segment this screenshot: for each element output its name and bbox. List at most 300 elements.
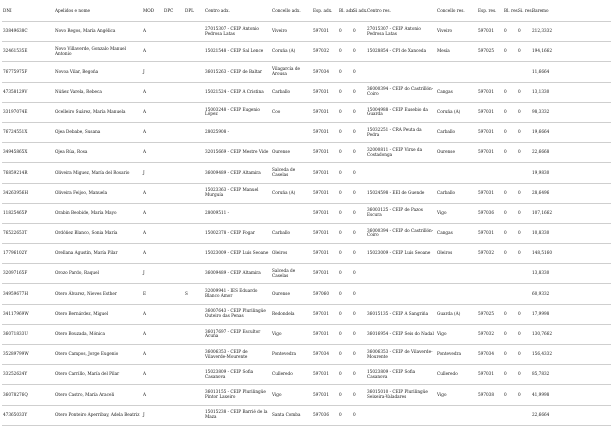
cell-bl-res: 0 [504, 149, 507, 155]
cell-bl-adx: 0 [339, 270, 342, 276]
cell-si-res: 0 [518, 209, 521, 215]
cell-dni: 34945865X [3, 149, 28, 155]
cell-concello-res [436, 264, 477, 284]
cell-name: Otero Campos, Jorge Eugenio [55, 351, 119, 357]
cell-name: Otero Bouzada, Mónica [55, 331, 105, 336]
cell-dni: 76859214R [3, 169, 28, 175]
cell-concello-adx: Coo [272, 108, 281, 114]
table-row [2, 345, 611, 365]
cell-esp-res: 597034 [478, 351, 494, 357]
cell-si-res: 0 [518, 149, 521, 155]
cell-bl-res: 0 [504, 331, 507, 336]
column-header-esp-res: Esp. res. [478, 8, 497, 13]
cell-dpc [163, 22, 184, 42]
cell-esp-res: 597036 [478, 209, 494, 215]
cell-centro-adx: 36006353 - CEIP de Vilaverde-Mourente [205, 348, 248, 359]
cell-name: Novo Regos, María Angélica [55, 28, 116, 34]
table-row [2, 82, 611, 102]
cell-mod: A [143, 209, 147, 215]
cell-centro-adx: 36007643 - CEIP Plurilingüe Outeiro das Penas [205, 308, 266, 319]
cell-si-res: 0 [518, 351, 521, 357]
cell-dpc [163, 324, 184, 344]
column-header-centro-res: Centro res. [367, 8, 391, 13]
cell-bl-res: 0 [504, 108, 507, 114]
table-row [2, 163, 611, 183]
cell-centro-adx: 28009511 - [205, 209, 230, 215]
column-header-esp-adx: Esp. adx. [313, 8, 333, 13]
cell-esp-res: 597032 [478, 331, 494, 336]
column-header-bl-adx: Bl. adx. [339, 8, 355, 13]
cell-dpl [184, 385, 204, 405]
cell-bl-res: 0 [504, 189, 507, 195]
cell-esp-adx: 597031 [313, 189, 329, 195]
cell-concello-res: Pontevedra [437, 351, 462, 357]
cell-baremo: 13,1330 [532, 88, 550, 94]
cell-esp-res: 597031 [478, 149, 494, 155]
cell-name: Novoa Vilar, Begoña [55, 68, 99, 74]
cell-mod: A [143, 310, 147, 316]
column-header-dpc: DPC [164, 8, 174, 13]
cell-concello-res: Oleiros [437, 250, 453, 256]
cell-esp-adx: 597031 [313, 391, 329, 397]
cell-baremo: 85,7832 [532, 371, 550, 377]
cell-dpc [163, 405, 184, 425]
cell-mod: J [143, 411, 145, 417]
cell-dpc [163, 102, 184, 122]
cell-concello-res: Carballo [437, 129, 456, 135]
cell-si-adx: 0 [353, 250, 356, 256]
cell-centro-adx: 28025908 - [205, 129, 230, 135]
cell-concello-adx [271, 122, 312, 142]
cell-dpl [184, 183, 204, 203]
cell-bl-adx: 0 [339, 371, 342, 377]
cell-name: Ojea Rúa, Rosa [55, 149, 88, 155]
cell-si-adx: 0 [353, 149, 356, 155]
cell-si-adx: 0 [353, 88, 356, 94]
cell-bl-res: 0 [504, 48, 507, 54]
cell-si-adx: 0 [353, 411, 356, 417]
cell-si-adx: 0 [353, 371, 356, 377]
cell-dpc [163, 365, 184, 385]
cell-centro-res: 36015010 - CEIP Plurilingüe Seixeira-Valadares [367, 389, 428, 399]
cell-bl-res: 0 [504, 88, 507, 94]
cell-centro-res: 15032251 - CRA Peuta da Pedra [367, 126, 422, 137]
cell-si-adx: 0 [353, 189, 356, 195]
cell-si-adx: 0 [353, 310, 356, 316]
cell-mod: A [143, 108, 147, 114]
cell-dpc [163, 122, 184, 142]
cell-concello-res: Ourense [437, 149, 455, 155]
cell-mod: A [143, 189, 147, 195]
cell-esp-adx: 597031 [313, 331, 329, 336]
cell-esp-adx: 597031 [313, 129, 329, 135]
cell-dpl [184, 264, 204, 284]
cell-dni: 76724551X [3, 129, 28, 135]
cell-bl-res: 0 [504, 391, 507, 397]
cell-dni: 35289799W [3, 351, 29, 357]
cell-si-res: 0 [518, 371, 521, 377]
table-row [2, 203, 611, 223]
cell-si-adx: 0 [353, 351, 356, 357]
cell-centro-res: 15023809 - CEIP Sofia Casanova [367, 368, 416, 379]
cell-concello-adx: Coruña (A) [272, 189, 296, 195]
table-row [2, 264, 611, 284]
cell-dpl [184, 244, 204, 264]
cell-bl-res [503, 163, 517, 183]
cell-centro-res: 15028854 - CPI de Xanceda [367, 48, 427, 54]
cell-concello-res: Viveiro [437, 28, 452, 34]
cell-name: Otero Bernárdez, Miguel [55, 310, 109, 316]
cell-mod: A [143, 230, 147, 236]
cell-esp-res: 597031 [478, 371, 494, 377]
column-header-dni: DNI [3, 8, 12, 13]
cell-centro-res [366, 163, 436, 183]
cell-centro-adx: 36013155 - CEIP Plurilingüe Pintor Laxeiro [205, 389, 266, 399]
cell-dpl [184, 82, 204, 102]
cell-dpc [163, 203, 184, 223]
cell-bl-adx: 0 [339, 189, 342, 195]
cell-dpc [163, 304, 184, 324]
cell-dpl [184, 62, 204, 82]
cell-baremo: 156,4332 [532, 351, 552, 357]
cell-concello-res: Mesía [437, 48, 450, 54]
cell-esp-res: 597025 [478, 310, 494, 316]
table-row [2, 102, 611, 122]
cell-dpl [184, 22, 204, 42]
cell-concello-res: Vigo [437, 331, 447, 336]
cell-concello-adx: Vilagarcía de Arousa [272, 66, 300, 76]
table-header-row [2, 0, 611, 22]
cell-si-adx: 0 [353, 290, 356, 296]
cell-esp-adx: 597031 [313, 371, 329, 377]
cell-esp-adx: 597031 [313, 250, 329, 256]
cell-bl-adx: 0 [339, 209, 342, 215]
cell-baremo: 212,3332 [532, 28, 552, 34]
cell-bl-adx: 0 [339, 290, 342, 296]
cell-centro-adx: 15023363 - CEIP Manuel Murguía [205, 187, 259, 198]
cell-concello-res [436, 62, 477, 82]
cell-bl-adx: 0 [339, 169, 342, 175]
cell-si-res: 0 [518, 129, 521, 135]
cell-baremo: 28,6496 [532, 189, 550, 195]
cell-si-adx: 0 [353, 169, 356, 175]
cell-mod: E [143, 290, 147, 296]
cell-esp-adx: 597031 [313, 270, 329, 276]
cell-mod: A [143, 351, 147, 357]
cell-dpc [163, 82, 184, 102]
cell-esp-adx: 597031 [313, 230, 329, 236]
cell-centro-res [366, 264, 436, 284]
cell-centro-adx: 15015238 - CEIP Barrié de la Maza [205, 409, 268, 420]
cell-mod: J [143, 169, 145, 175]
cell-mod: A [143, 331, 147, 336]
cell-dni: 36071833U [3, 331, 28, 336]
cell-si-adx: 0 [353, 230, 356, 236]
cell-si-res: 0 [518, 108, 521, 114]
cell-si-adx: 0 [353, 28, 356, 34]
table-row [2, 143, 611, 163]
cell-dpl [184, 405, 204, 425]
column-header-centro-adx: Centro adx. [205, 8, 230, 13]
cell-mod: A [143, 371, 147, 377]
cell-dni: 34959677H [3, 290, 28, 296]
table-row [2, 22, 611, 42]
cell-dni: 33252624Y [3, 371, 28, 377]
cell-mod: A [143, 28, 147, 34]
cell-name: Oliveira Miguez, María del Rosario [55, 169, 130, 175]
cell-centro-res: 36000394 - CEIP do Castrillón-Coiro [367, 86, 434, 97]
cell-centro-res: 27015307 - CEIP Antonio Pedrosa Latas [367, 25, 421, 36]
cell-si-res: 0 [518, 28, 521, 34]
cell-si-res: 0 [518, 230, 521, 236]
table-body [2, 22, 611, 426]
cell-bl-res: 0 [504, 310, 507, 316]
cell-si-adx: 0 [353, 48, 356, 54]
cell-centro-res: 15023009 - CEIP Luís Seoane [367, 250, 431, 256]
cell-esp-adx: 597034 [313, 351, 329, 357]
cell-esp-res: 597032 [478, 250, 494, 256]
cell-concello-res: Vigo [437, 209, 447, 215]
cell-dpc [163, 163, 184, 183]
cell-concello-adx: Vigo [272, 331, 282, 336]
cell-esp-res [477, 284, 503, 304]
cell-centro-adx: 36017697 - CEIP Escultor Acuña [205, 328, 261, 339]
cell-esp-adx: 597032 [313, 48, 329, 54]
table-row [2, 385, 611, 405]
cell-bl-res: 0 [504, 351, 507, 357]
cell-bl-adx: 0 [339, 88, 342, 94]
cell-dpl [184, 304, 204, 324]
cell-dpc [163, 62, 184, 82]
cell-concello-res [436, 163, 477, 183]
cell-baremo: 19,6664 [532, 129, 550, 135]
cell-si-res: 0 [518, 331, 521, 336]
cell-name: Ojea Debabe, Susana [55, 129, 101, 135]
table-row [2, 183, 611, 203]
table-row [2, 62, 611, 82]
cell-baremo: 148,5160 [532, 250, 552, 256]
table-row [2, 284, 611, 304]
cell-dpc [163, 223, 184, 243]
cell-dni: 34263956H [3, 189, 28, 195]
cell-concello-res [436, 284, 477, 304]
cell-baremo: 98,3332 [532, 108, 550, 114]
cell-centro-res [366, 284, 436, 304]
cell-baremo: 130,7662 [532, 331, 552, 336]
cell-baremo: 41,9998 [532, 391, 550, 397]
cell-dpl: S [185, 290, 188, 296]
cell-bl-adx: 0 [339, 351, 342, 357]
cell-dni: 47358129V [3, 88, 28, 94]
cell-concello-adx: Redondela [272, 310, 295, 316]
cell-centro-adx: 15023009 - CEIP Luís Seoane [205, 250, 269, 256]
cell-concello-adx: Coruña (A) [272, 48, 296, 54]
cell-esp-res: 597038 [478, 391, 494, 397]
cell-dpc [163, 264, 184, 284]
cell-concello-adx: Ourense [272, 149, 290, 155]
cell-si-res: 0 [518, 391, 521, 397]
cell-dpl [184, 345, 204, 365]
cell-centro-res: 15004988 - CEIP Eusebio da Guarda [367, 106, 428, 117]
cell-bl-res: 0 [504, 250, 507, 256]
cell-name: Orellana Agustín, María Pilar [55, 250, 118, 256]
cell-concello-res: Culleredo [437, 371, 458, 377]
cell-esp-res: 597031 [478, 28, 494, 34]
cell-dpc [163, 143, 184, 163]
cell-mod: A [143, 149, 147, 155]
cell-centro-adx: 36009489 - CEIP Altamira [205, 270, 261, 276]
cell-dpl [184, 102, 204, 122]
cell-bl-adx: 0 [339, 68, 342, 74]
cell-si-res [517, 405, 531, 425]
cell-esp-adx: 597060 [313, 290, 329, 296]
cell-esp-res: 597031 [478, 230, 494, 236]
cell-dpl [184, 42, 204, 62]
cell-baremo: 19,9830 [532, 169, 550, 175]
cell-mod: A [143, 129, 147, 135]
table-row [2, 42, 611, 62]
cell-mod: J [143, 68, 145, 74]
cell-centro-res: 36016954 - CEIP Seis do Nadal [367, 331, 434, 336]
cell-concello-res: Carballo [437, 189, 456, 195]
cell-dni: 36078276Q [3, 391, 28, 397]
table-row [2, 244, 611, 264]
cell-baremo: 22,6668 [532, 149, 550, 155]
cell-name: Otero Carrillo, María del Pilar [55, 371, 120, 377]
cell-concello-adx: Carballo [272, 88, 291, 94]
cell-baremo: 107,1662 [532, 209, 552, 215]
cell-centro-res [366, 405, 436, 425]
cell-dpc [163, 385, 184, 405]
cell-bl-res: 0 [504, 230, 507, 236]
column-header-si-adx: Si adx. [353, 8, 368, 13]
cell-baremo: 11,6664 [532, 68, 550, 74]
cell-esp-adx: 597036 [313, 411, 329, 417]
cell-name: Otero Ponteiro Aperribay, Adela Beatriz [55, 411, 140, 417]
cell-bl-res [503, 264, 517, 284]
cell-bl-adx: 0 [339, 331, 342, 336]
cell-mod: A [143, 88, 147, 94]
cell-bl-res [503, 405, 517, 425]
cell-esp-adx: 597031 [313, 209, 329, 215]
cell-centro-res: 36003125 - CEIP de Pazos Escura [367, 207, 423, 218]
cell-mod: J [143, 270, 145, 276]
cell-si-res: 0 [518, 189, 521, 195]
cell-si-res [517, 163, 531, 183]
cell-dni: 76775975F [3, 68, 28, 74]
cell-si-adx: 0 [353, 129, 356, 135]
cell-esp-res [477, 163, 503, 183]
cell-bl-res: 0 [504, 129, 507, 135]
cell-si-res: 0 [518, 250, 521, 256]
cell-mod: A [143, 48, 147, 54]
column-header-si-res: Si. res. [518, 8, 533, 13]
cell-centro-adx: 15021548 - CEIP Sal Lence [205, 48, 264, 54]
cell-bl-adx: 0 [339, 230, 342, 236]
cell-centro-adx: 27015307 - CEIP Antonio Pedrosa Latas [205, 25, 259, 36]
cell-dni: 11825465P [3, 209, 28, 215]
cell-dpc [163, 183, 184, 203]
cell-bl-adx: 0 [339, 149, 342, 155]
cell-esp-adx: 597031 [313, 149, 329, 155]
cell-dni: 34117969W [3, 310, 29, 316]
cell-dni: 32461535E [3, 48, 28, 54]
cell-si-res: 0 [518, 88, 521, 94]
cell-baremo: 10,8330 [532, 230, 550, 236]
cell-baremo: 13,8330 [532, 270, 550, 276]
cell-centro-adx: 15002378 - CEIP Fogar [205, 230, 255, 236]
cell-esp-res [477, 62, 503, 82]
column-header-bl-res: Bl. res. [504, 8, 520, 13]
cell-name: Ocelleiro Suárez, María Manuela [55, 108, 126, 114]
table-row [2, 304, 611, 324]
cell-esp-adx: 597031 [313, 88, 329, 94]
cell-mod: A [143, 391, 147, 397]
cell-baremo: 60,9332 [532, 290, 550, 296]
cell-concello-adx [271, 203, 312, 223]
cell-dpl [184, 223, 204, 243]
table-row [2, 365, 611, 385]
cell-si-adx: 0 [353, 270, 356, 276]
cell-esp-res [477, 264, 503, 284]
cell-concello-adx: Ourense [272, 290, 290, 296]
table-row [2, 405, 611, 425]
cell-si-adx: 0 [353, 391, 356, 397]
cell-name: Orabin Beobide, María Mayo [55, 209, 117, 215]
cell-concello-adx: Santa Comba [272, 411, 301, 417]
cell-centro-adx: 32009941 - IES Eduardo Blanco Amor [205, 288, 258, 299]
cell-concello-res: Vigo [437, 391, 447, 397]
cell-si-adx: 0 [353, 108, 356, 114]
cell-esp-adx: 597031 [313, 108, 329, 114]
cell-centro-adx: 15003248 - CEIP Eugenio López [205, 106, 260, 117]
cell-esp-res: 597031 [478, 108, 494, 114]
resolution-table [2, 0, 611, 426]
cell-dpc [163, 42, 184, 62]
cell-centro-res: 36006353 - CEIP de Vilaverde-Mourente [367, 348, 433, 359]
cell-name: Novo Villaverde, Gonzalo Manuel Antonio [55, 45, 126, 56]
cell-si-adx: 0 [353, 331, 356, 336]
cell-centro-res [366, 62, 436, 82]
cell-centro-adx: 36009489 - CEIP Altamira [205, 169, 261, 175]
column-header-concello-res: Concello res. [437, 8, 465, 13]
cell-bl-adx: 0 [339, 310, 342, 316]
cell-dpl [184, 163, 204, 183]
cell-bl-res: 0 [504, 371, 507, 377]
cell-bl-adx: 0 [339, 250, 342, 256]
cell-mod: A [143, 250, 147, 256]
cell-concello-res [436, 405, 477, 425]
table-row [2, 122, 611, 142]
cell-dpl [184, 143, 204, 163]
cell-centro-adx: 15023809 - CEIP Sofia Casanova [205, 368, 254, 379]
cell-centro-adx: 36015263 - CEIP de Baltar [205, 68, 263, 74]
cell-baremo: 17,9998 [532, 310, 550, 316]
cell-bl-res: 0 [504, 209, 507, 215]
cell-concello-res: Cangas [437, 88, 453, 94]
cell-dpl [184, 324, 204, 344]
cell-dpc [163, 284, 184, 304]
cell-concello-adx: Carballo [272, 230, 291, 236]
cell-si-res: 0 [518, 48, 521, 54]
cell-dpl [184, 365, 204, 385]
cell-esp-adx: 597031 [313, 28, 329, 34]
cell-concello-adx: Viveiro [272, 28, 287, 34]
cell-concello-adx: Salceda de Caselas [272, 167, 296, 177]
cell-si-res [517, 62, 531, 82]
column-header-dpl: DPL [185, 8, 194, 13]
cell-esp-adx: 597031 [313, 310, 329, 316]
